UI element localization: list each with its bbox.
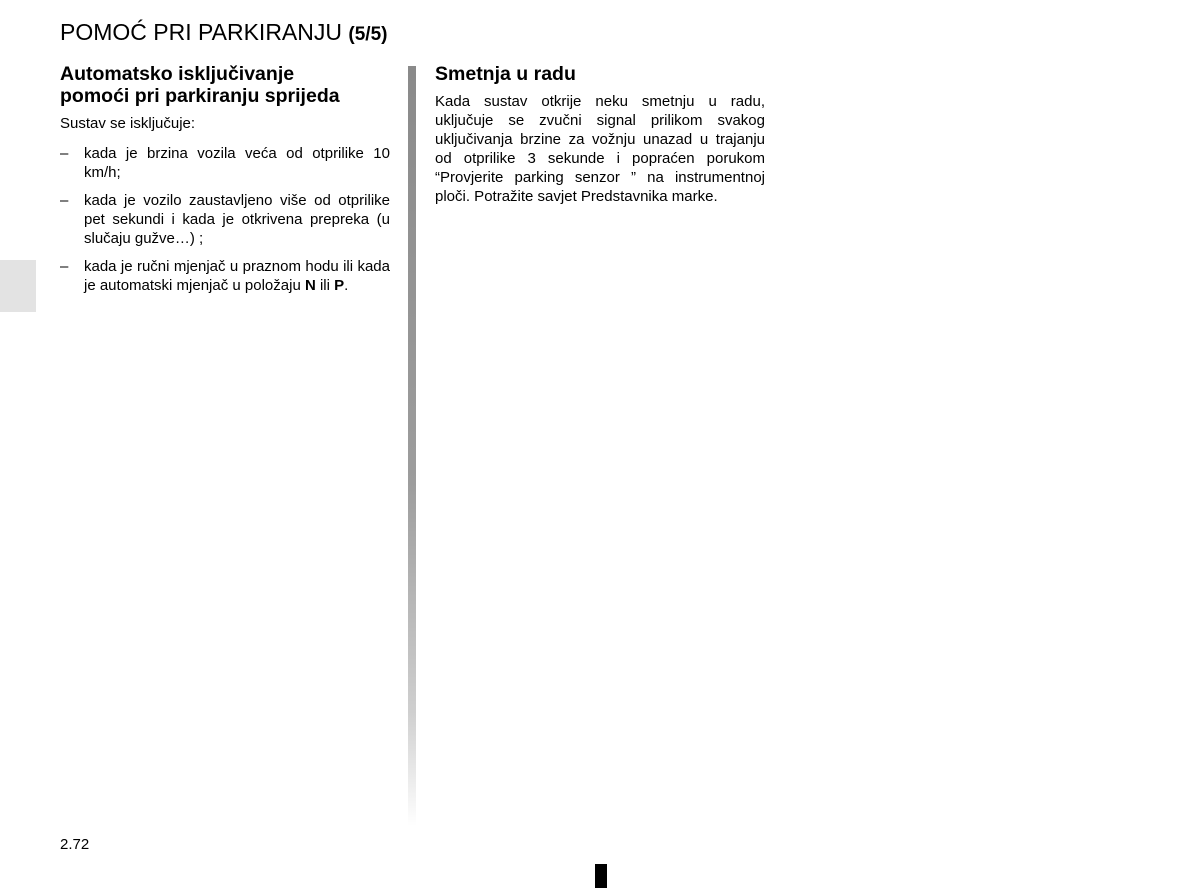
list-item: [60, 144, 390, 182]
left-column: [60, 63, 390, 304]
list-item-text: kada je brzina vozila veća od otprilike 10 km/h;: [84, 145, 390, 181]
list-item-text: kada je ručni mjenjač u praznom hodu ili kada je automatski mjenjač u položaju: [84, 258, 390, 294]
intro-text: Sustav se isključuje:: [60, 115, 196, 132]
section-heading-line1: Automatsko isključivanje: [60, 63, 295, 85]
section-heading-automatic-disable: [60, 63, 390, 107]
page-number: 2.72: [60, 836, 90, 853]
page-title-text: POMOĆ PRI PARKIRANJU: [60, 19, 342, 45]
section-heading-line2: pomoći pri parkiranju sprijeda: [60, 85, 340, 107]
page-title: [60, 19, 387, 46]
print-registration-mark: [595, 864, 607, 888]
gear-position-p: P: [334, 277, 345, 294]
list-item: [60, 257, 390, 295]
condition-list: [60, 144, 390, 295]
dash-bullet: –: [60, 145, 69, 162]
dash-bullet: –: [60, 192, 69, 209]
page-title-part: (5/5): [348, 24, 388, 45]
malfunction-text: Kada sustav otkrije neku smetnju u radu, uključuje se zvučni signal prilikom svakog uključivanja brzine za vožnju unazad u trajanju od otprilike 3 sekunde i popraćen porukom “Provjerite parking senzor ” na instrumentnoj ploči. Potražite savjet Predstavnika marke.: [435, 93, 765, 205]
chapter-tab: [0, 260, 36, 312]
column-divider: [408, 66, 416, 826]
section-heading-malfunction: Smetnja u radu: [435, 63, 576, 85]
list-item-text-end: .: [344, 277, 349, 294]
list-item-text-or: ili: [315, 277, 335, 294]
list-item-text: kada je vozilo zaustavljeno više od otprilike pet sekundi i kada je otkrivena prepreka (u slučaju gužve…) ;: [84, 192, 390, 247]
right-column: [435, 63, 765, 206]
list-item: [60, 191, 390, 248]
gear-position-n: N: [304, 277, 316, 294]
dash-bullet: –: [60, 258, 69, 275]
